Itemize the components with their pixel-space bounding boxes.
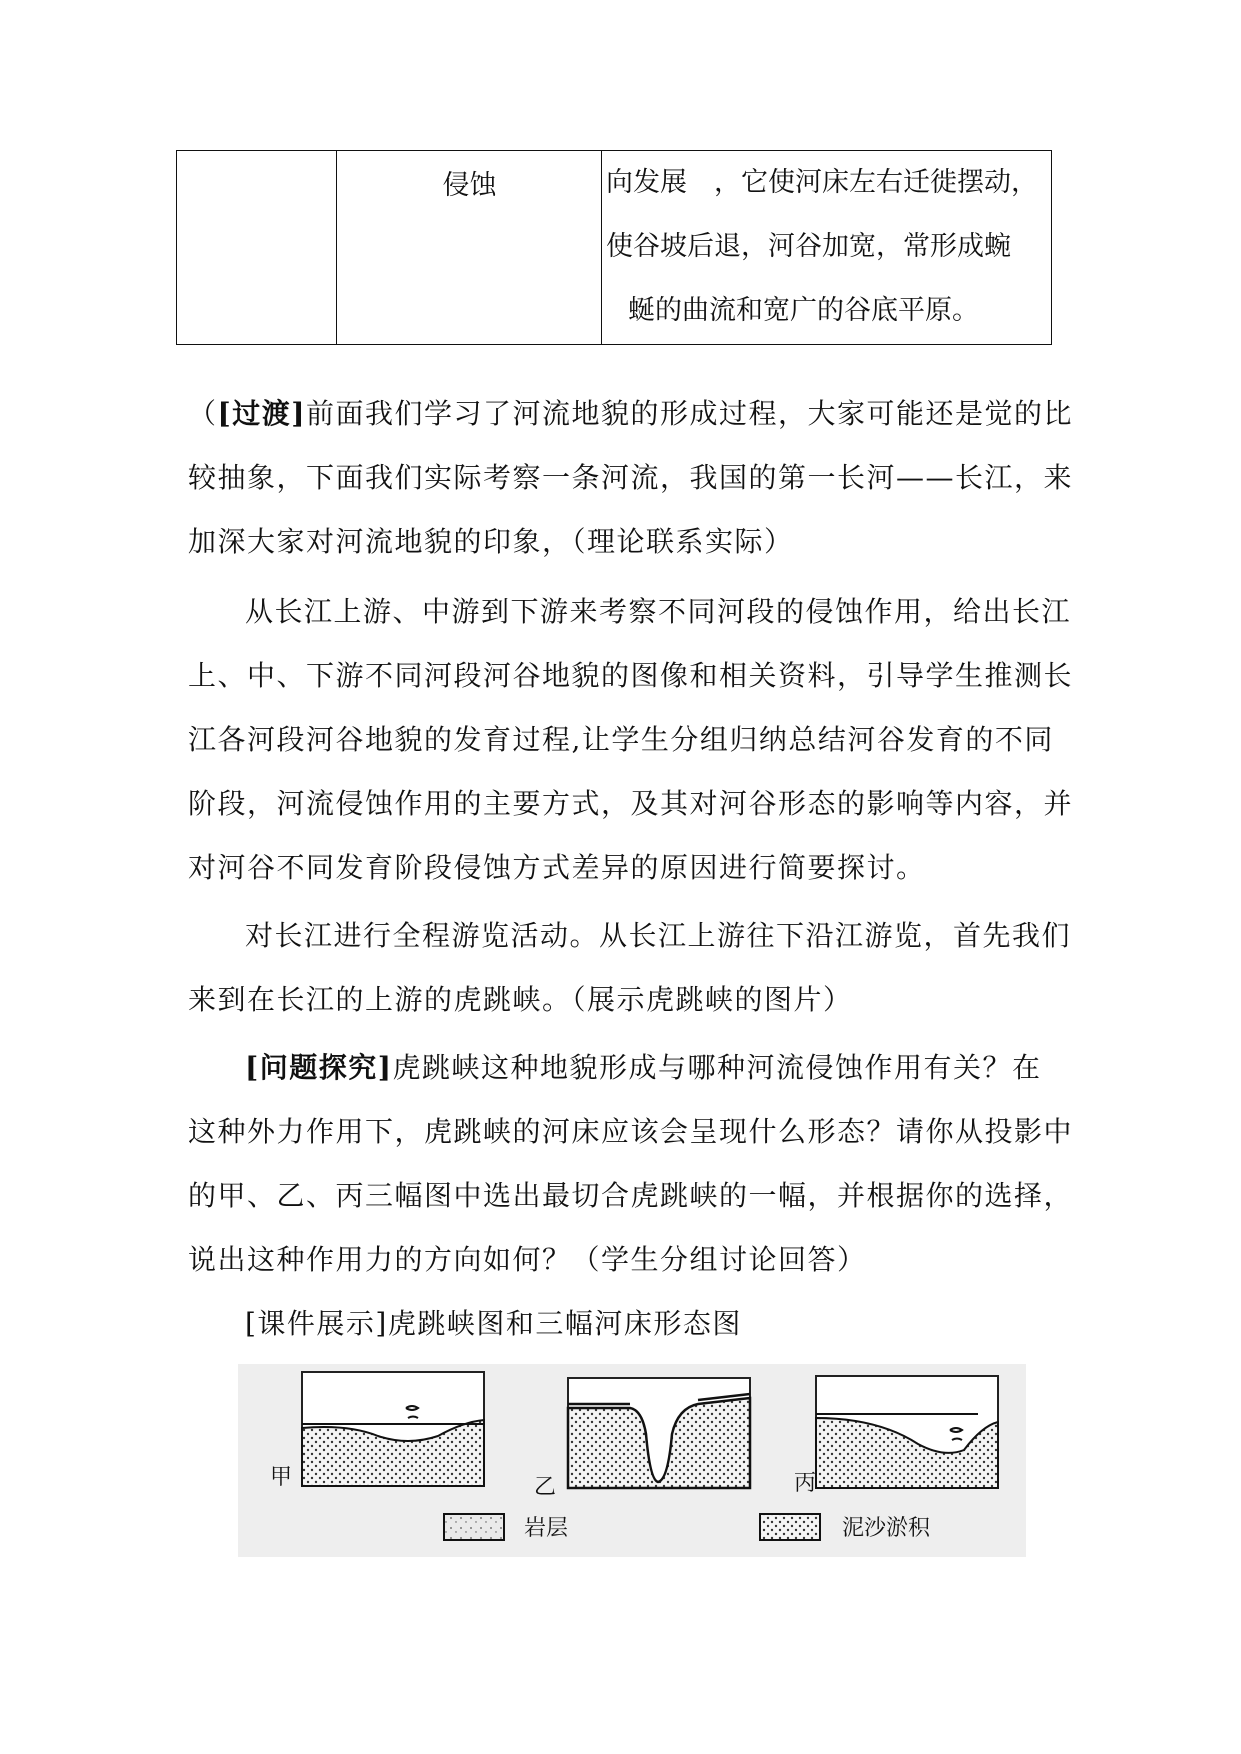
paragraph-line: 上、中、下游不同河段河谷地貌的图像和相关资料，引导学生推测长	[188, 659, 1074, 692]
question-line: 的甲、乙、丙三幅图中选出最切合虎跳峡的一幅，并根据你的选择，	[188, 1179, 1074, 1212]
legend-rock-label: 岩层	[524, 1515, 569, 1540]
open-paren: （	[188, 397, 218, 430]
table-cell-right	[606, 163, 1050, 355]
table-cell-line: 使谷坡后退，河谷加宽，常形成蜿	[606, 231, 1011, 262]
paragraph-line: 江各河段河谷地貌的发育过程,让学生分组归纳总结河谷发育的不同	[188, 723, 1054, 756]
question-line: 这种外力作用下，虎跳峡的河床应该会呈现什么形态？请你从投影中	[188, 1115, 1074, 1148]
label-bing: 丙	[794, 1470, 817, 1495]
panel-bing	[816, 1376, 998, 1488]
table-cell-line: 向发展 ，它使河床左右迁徙摆动，	[606, 167, 1038, 198]
panel-yi	[568, 1378, 750, 1488]
question-line	[245, 1046, 1042, 1086]
transition-line: 较抽象，下面我们实际考察一条河流，我国的第一长河——长江，来	[188, 461, 1074, 494]
label-yi: 乙	[534, 1474, 557, 1499]
riverbed-diagram	[238, 1364, 1026, 1557]
question-text: 虎跳峡这种地貌形成与哪种河流侵蚀作用有关？在	[392, 1051, 1042, 1084]
table-cell-middle: 侵蚀	[442, 170, 497, 201]
panel-jia	[302, 1372, 484, 1486]
question-line: 说出这种作用力的方向如何？（学生分组讨论回答）	[188, 1243, 867, 1276]
label-jia: 甲	[270, 1464, 293, 1489]
transition-text: 前面我们学习了河流地貌的形成过程，大家可能还是觉的比	[306, 397, 1074, 430]
paragraph-line: 阶段，河流侵蚀作用的主要方式，及其对河谷形态的影响等内容，并	[188, 787, 1074, 820]
riverbed-figure	[238, 1364, 1026, 1557]
paragraph-line: 来到在长江的上游的虎跳峡。（展示虎跳峡的图片）	[188, 983, 853, 1016]
legend-sediment-swatch	[760, 1514, 820, 1540]
table-divider	[336, 151, 337, 344]
transition-line	[188, 392, 1073, 432]
legend-sediment-label: 泥沙淤积	[842, 1515, 931, 1540]
question-tag: [问题探究]	[245, 1051, 393, 1084]
transition-line: 加深大家对河流地貌的印象，（理论联系实际）	[188, 525, 794, 558]
table-cell-line: 蜒的曲流和宽广的谷底平原。	[628, 295, 979, 326]
paragraph-line: 从长江上游、中游到下游来考察不同河段的侵蚀作用，给出长江	[245, 595, 1072, 628]
paragraph-line: 对河谷不同发育阶段侵蚀方式差异的原因进行简要探讨。	[188, 851, 926, 884]
courseware-caption: [课件展示]虎跳峡图和三幅河床形态图	[245, 1307, 742, 1340]
transition-tag: [过渡]	[217, 397, 307, 430]
legend-rock-swatch	[444, 1514, 504, 1540]
table-divider	[601, 151, 602, 344]
paragraph-line: 对长江进行全程游览活动。从长江上游往下沿江游览，首先我们	[245, 919, 1072, 952]
table-fragment	[176, 150, 1052, 345]
